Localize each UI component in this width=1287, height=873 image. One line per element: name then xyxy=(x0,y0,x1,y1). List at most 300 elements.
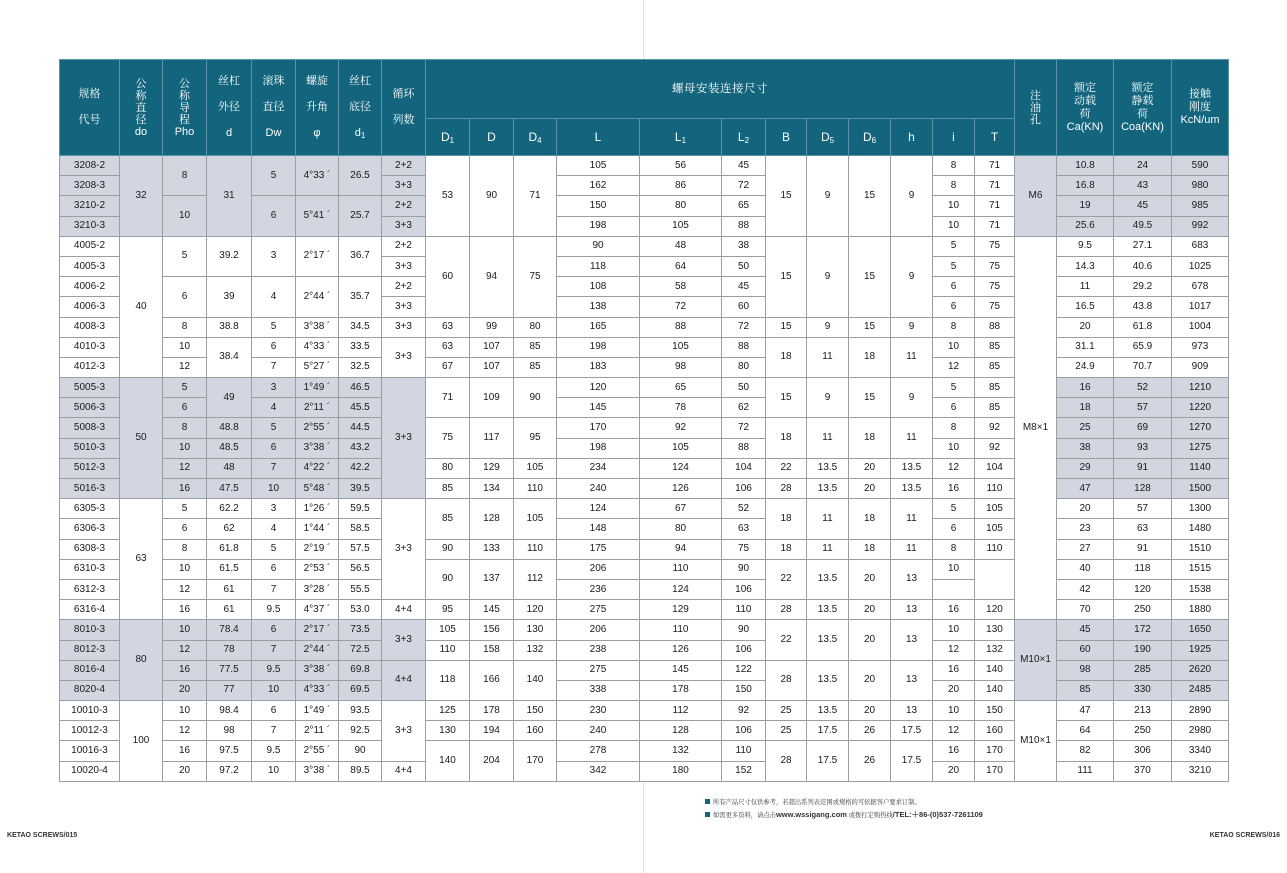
header-nut-col: D xyxy=(470,119,514,156)
cell-h: 17.5 xyxy=(891,721,933,741)
cell-d1: 90 xyxy=(426,559,470,599)
cell-dyn-load: 60 xyxy=(1057,640,1114,660)
cell-h: 13 xyxy=(891,620,933,660)
cell-l: 108 xyxy=(557,277,640,297)
cell-d: 109 xyxy=(470,378,514,418)
cell-d1: 118 xyxy=(426,660,470,700)
cell-l2: 110 xyxy=(722,741,766,761)
cell-d6: 20 xyxy=(849,458,891,478)
cell-i: 16 xyxy=(933,479,975,499)
cell-d4: 90 xyxy=(514,378,557,418)
cell-spec-code: 8020-4 xyxy=(60,680,120,700)
folio-left: KETAO SCREWS/015 xyxy=(7,832,78,839)
cell-lead: 6 xyxy=(163,519,207,539)
cell-d5: 11 xyxy=(807,539,849,559)
cell-static-load: 330 xyxy=(1114,680,1172,700)
cell-static-load: 45 xyxy=(1114,196,1172,216)
cell-i: 6 xyxy=(933,519,975,539)
cell-d4: 110 xyxy=(514,479,557,499)
cell-helix-angle: 3°38 ´ xyxy=(296,438,339,458)
cell-helix-angle: 2°17 ´ xyxy=(296,620,339,640)
cell-dyn-load: 16.5 xyxy=(1057,297,1114,317)
cell-l: 206 xyxy=(557,559,640,579)
cell-d5: 17.5 xyxy=(807,741,849,781)
cell-screw-od: 39.2 xyxy=(207,236,252,276)
cell-circuits: 4+4 xyxy=(382,660,426,700)
cell-root-dia: 55.5 xyxy=(339,579,382,599)
cell-d: 145 xyxy=(470,600,514,620)
cell-root-dia: 32.5 xyxy=(339,357,382,377)
cell-stiffness: 973 xyxy=(1172,337,1229,357)
cell-root-dia: 57.5 xyxy=(339,539,382,559)
cell-lead: 8 xyxy=(163,156,207,196)
cell-l2: 88 xyxy=(722,216,766,236)
cell-l2: 75 xyxy=(722,539,766,559)
cell-stiffness: 678 xyxy=(1172,277,1229,297)
cell-helix-angle: 1°49 ´ xyxy=(296,701,339,721)
cell-i: 8 xyxy=(933,317,975,337)
cell-h: 13 xyxy=(891,600,933,620)
cell-l1: 180 xyxy=(640,761,722,781)
cell-i xyxy=(933,579,975,599)
cell-l2: 45 xyxy=(722,277,766,297)
cell-d4: 105 xyxy=(514,458,557,478)
cell-stiffness: 1515 xyxy=(1172,559,1229,579)
cell-d6: 26 xyxy=(849,721,891,741)
cell-l1: 48 xyxy=(640,236,722,256)
cell-ball-dia: 9.5 xyxy=(252,660,296,680)
cell-b: 25 xyxy=(766,721,807,741)
cell-l1: 94 xyxy=(640,539,722,559)
cell-screw-od: 98 xyxy=(207,721,252,741)
cell-l1: 110 xyxy=(640,559,722,579)
cell-lead: 5 xyxy=(163,378,207,398)
cell-dyn-load: 10.8 xyxy=(1057,156,1114,176)
cell-d: 194 xyxy=(470,721,514,741)
cell-d: 94 xyxy=(470,236,514,317)
cell-spec-code: 6305-3 xyxy=(60,499,120,519)
cell-l1: 126 xyxy=(640,640,722,660)
cell-l: 238 xyxy=(557,640,640,660)
cell-t: 75 xyxy=(975,236,1015,256)
cell-ball-dia: 9.5 xyxy=(252,600,296,620)
cell-stiffness: 1270 xyxy=(1172,418,1229,438)
cell-helix-angle: 3°38 ´ xyxy=(296,761,339,781)
cell-i: 5 xyxy=(933,378,975,398)
cell-d: 99 xyxy=(470,317,514,337)
cell-t: 105 xyxy=(975,519,1015,539)
cell-d: 129 xyxy=(470,458,514,478)
cell-d: 178 xyxy=(470,701,514,721)
cell-dyn-load: 25.6 xyxy=(1057,216,1114,236)
cell-l: 183 xyxy=(557,357,640,377)
cell-d6: 15 xyxy=(849,317,891,337)
cell-screw-od: 38.4 xyxy=(207,337,252,377)
cell-ball-dia: 10 xyxy=(252,680,296,700)
cell-root-dia: 33.5 xyxy=(339,337,382,357)
cell-lead: 10 xyxy=(163,559,207,579)
cell-l2: 88 xyxy=(722,337,766,357)
cell-l: 240 xyxy=(557,479,640,499)
cell-lead: 6 xyxy=(163,277,207,317)
cell-spec-code: 4005-3 xyxy=(60,256,120,276)
header-nut-col: $D_4$ xyxy=(514,119,557,156)
cell-helix-angle: 1°26 ´ xyxy=(296,499,339,519)
header-nut-dimensions: 螺母安装连接尺寸 xyxy=(426,60,1015,119)
cell-helix-angle: 2°19 ´ xyxy=(296,539,339,559)
cell-lead: 20 xyxy=(163,761,207,781)
table-row xyxy=(60,236,1229,256)
cell-ball-dia: 3 xyxy=(252,499,296,519)
cell-ball-dia: 7 xyxy=(252,721,296,741)
cell-static-load: 29.2 xyxy=(1114,277,1172,297)
cell-helix-angle: 1°49 ´ xyxy=(296,378,339,398)
cell-spec-code: 5010-3 xyxy=(60,438,120,458)
footnote-size-reference: 所有产品尺寸仅供参考，若超出系列表范围或规格的可依据客户要求订制。 xyxy=(705,797,921,806)
cell-l1: 132 xyxy=(640,741,722,761)
cell-static-load: 370 xyxy=(1114,761,1172,781)
cell-circuits: 4+4 xyxy=(382,761,426,781)
cell-spec-code: 10012-3 xyxy=(60,721,120,741)
cell-dyn-load: 40 xyxy=(1057,559,1114,579)
cell-d4: 85 xyxy=(514,357,557,377)
cell-d1: 63 xyxy=(426,337,470,357)
cell-screw-od: 38.8 xyxy=(207,317,252,337)
cell-spec-code: 3210-2 xyxy=(60,196,120,216)
cell-t: 92 xyxy=(975,438,1015,458)
cell-static-load: 285 xyxy=(1114,660,1172,680)
cell-dyn-load: 47 xyxy=(1057,701,1114,721)
cell-screw-od: 39 xyxy=(207,277,252,317)
cell-dyn-load: 25 xyxy=(1057,418,1114,438)
cell-i: 10 xyxy=(933,620,975,640)
cell-nominal-diameter: 100 xyxy=(120,701,163,782)
table-row xyxy=(60,156,1229,176)
cell-l2: 104 xyxy=(722,458,766,478)
cell-t: 71 xyxy=(975,216,1015,236)
cell-i: 10 xyxy=(933,216,975,236)
cell-t: 85 xyxy=(975,357,1015,377)
header-static-load: 额定 静载 荷 Coa(KN) xyxy=(1114,60,1172,156)
cell-d: 156 xyxy=(470,620,514,640)
cell-l1: 80 xyxy=(640,519,722,539)
cell-l2: 50 xyxy=(722,256,766,276)
cell-d4: 75 xyxy=(514,236,557,317)
cell-ball-dia: 9.5 xyxy=(252,741,296,761)
cell-spec-code: 5012-3 xyxy=(60,458,120,478)
cell-stiffness: 1880 xyxy=(1172,600,1229,620)
cell-spec-code: 6306-3 xyxy=(60,519,120,539)
cell-b: 28 xyxy=(766,600,807,620)
cell-l: 148 xyxy=(557,519,640,539)
cell-spec-code: 6312-3 xyxy=(60,579,120,599)
cell-b: 15 xyxy=(766,378,807,418)
table-row xyxy=(60,620,1229,640)
cell-l2: 72 xyxy=(722,176,766,196)
cell-d5: 13.5 xyxy=(807,559,849,599)
cell-d5: 9 xyxy=(807,156,849,237)
cell-d4: 105 xyxy=(514,499,557,539)
cell-lead: 20 xyxy=(163,680,207,700)
cell-l1: 88 xyxy=(640,317,722,337)
cell-i: 20 xyxy=(933,680,975,700)
cell-lead: 10 xyxy=(163,620,207,640)
cell-dyn-load: 31.1 xyxy=(1057,337,1114,357)
cell-l1: 98 xyxy=(640,357,722,377)
cell-l1: 129 xyxy=(640,600,722,620)
cell-l1: 128 xyxy=(640,721,722,741)
cell-static-load: 43 xyxy=(1114,176,1172,196)
cell-i: 5 xyxy=(933,499,975,519)
cell-circuits: 2+2 xyxy=(382,277,426,297)
cell-stiffness: 1275 xyxy=(1172,438,1229,458)
cell-d1: 80 xyxy=(426,458,470,478)
cell-t: 88 xyxy=(975,317,1015,337)
ball-screw-spec-table xyxy=(59,59,1229,782)
cell-l2: 65 xyxy=(722,196,766,216)
cell-screw-od: 77.5 xyxy=(207,660,252,680)
cell-d: 107 xyxy=(470,357,514,377)
cell-i: 6 xyxy=(933,277,975,297)
cell-ball-dia: 6 xyxy=(252,620,296,640)
cell-helix-angle: 2°11 ´ xyxy=(296,398,339,418)
cell-screw-od: 31 xyxy=(207,156,252,237)
cell-d5: 13.5 xyxy=(807,458,849,478)
cell-ball-dia: 7 xyxy=(252,458,296,478)
cell-root-dia: 89.5 xyxy=(339,761,382,781)
cell-i: 10 xyxy=(933,337,975,357)
cell-stiffness: 992 xyxy=(1172,216,1229,236)
cell-d6: 18 xyxy=(849,337,891,377)
cell-lead: 8 xyxy=(163,539,207,559)
cell-d4: 160 xyxy=(514,721,557,741)
cell-t: 130 xyxy=(975,620,1015,640)
cell-t: 92 xyxy=(975,418,1015,438)
cell-l: 198 xyxy=(557,337,640,357)
cell-l1: 58 xyxy=(640,277,722,297)
cell-t: 105 xyxy=(975,499,1015,519)
cell-l1: 112 xyxy=(640,701,722,721)
cell-screw-od: 61 xyxy=(207,600,252,620)
cell-d1: 105 xyxy=(426,620,470,640)
cell-static-load: 70.7 xyxy=(1114,357,1172,377)
cell-dyn-load: 42 xyxy=(1057,579,1114,599)
cell-l2: 90 xyxy=(722,620,766,640)
cell-d6: 18 xyxy=(849,539,891,559)
cell-dyn-load: 111 xyxy=(1057,761,1114,781)
cell-root-dia: 43.2 xyxy=(339,438,382,458)
cell-t: 75 xyxy=(975,297,1015,317)
cell-l2: 80 xyxy=(722,357,766,377)
cell-l1: 105 xyxy=(640,438,722,458)
cell-b: 28 xyxy=(766,479,807,499)
cell-circuits: 3+3 xyxy=(382,337,426,377)
cell-l2: 150 xyxy=(722,680,766,700)
cell-static-load: 306 xyxy=(1114,741,1172,761)
cell-l1: 80 xyxy=(640,196,722,216)
cell-lead: 16 xyxy=(163,660,207,680)
cell-circuits: 3+3 xyxy=(382,317,426,337)
cell-l2: 60 xyxy=(722,297,766,317)
cell-helix-angle: 2°11 ´ xyxy=(296,721,339,741)
cell-b: 18 xyxy=(766,499,807,539)
cell-static-load: 93 xyxy=(1114,438,1172,458)
cell-i: 10 xyxy=(933,438,975,458)
cell-stiffness: 1017 xyxy=(1172,297,1229,317)
cell-circuits: 3+3 xyxy=(382,620,426,660)
cell-t: 110 xyxy=(975,539,1015,559)
cell-l: 234 xyxy=(557,458,640,478)
header-nut-col: B xyxy=(766,119,807,156)
cell-b: 15 xyxy=(766,156,807,237)
header-nut-col: $D_1$ xyxy=(426,119,470,156)
cell-helix-angle: 5°27 ´ xyxy=(296,357,339,377)
cell-helix-angle: 4°33 ´ xyxy=(296,156,339,196)
cell-screw-od: 61.8 xyxy=(207,539,252,559)
cell-l2: 63 xyxy=(722,519,766,539)
cell-lead: 10 xyxy=(163,701,207,721)
cell-static-load: 69 xyxy=(1114,418,1172,438)
cell-root-dia: 58.5 xyxy=(339,519,382,539)
cell-dyn-load: 11 xyxy=(1057,277,1114,297)
cell-l: 198 xyxy=(557,438,640,458)
footnote-contact: 如需更多资料，请点击www.wssigang.com 或拨打定购热线/TEL:＋86-(0)537-7261109 xyxy=(705,809,983,820)
cell-ball-dia: 6 xyxy=(252,438,296,458)
cell-circuits: 3+3 xyxy=(382,701,426,762)
cell-helix-angle: 3°28 ´ xyxy=(296,579,339,599)
cell-d4: 140 xyxy=(514,660,557,700)
cell-ball-dia: 7 xyxy=(252,640,296,660)
cell-oil-hole: M8×1 xyxy=(1015,236,1057,620)
website-link[interactable]: www.wssigang.com xyxy=(775,810,847,819)
cell-d5: 9 xyxy=(807,317,849,337)
cell-stiffness: 980 xyxy=(1172,176,1229,196)
cell-spec-code: 4006-3 xyxy=(60,297,120,317)
cell-d1: 130 xyxy=(426,721,470,741)
cell-ball-dia: 4 xyxy=(252,519,296,539)
cell-stiffness: 1480 xyxy=(1172,519,1229,539)
cell-h: 11 xyxy=(891,337,933,377)
cell-b: 28 xyxy=(766,741,807,781)
cell-root-dia: 69.8 xyxy=(339,660,382,680)
cell-d6: 20 xyxy=(849,600,891,620)
cell-b: 15 xyxy=(766,317,807,337)
cell-t: 75 xyxy=(975,277,1015,297)
cell-b: 25 xyxy=(766,701,807,721)
cell-l: 240 xyxy=(557,721,640,741)
cell-t: 170 xyxy=(975,761,1015,781)
cell-l1: 110 xyxy=(640,620,722,640)
cell-nominal-diameter: 32 xyxy=(120,156,163,237)
cell-helix-angle: 4°33 ´ xyxy=(296,337,339,357)
cell-screw-od: 47.5 xyxy=(207,479,252,499)
cell-i: 5 xyxy=(933,236,975,256)
cell-lead: 16 xyxy=(163,479,207,499)
header-oil-hole: 注 油 孔 xyxy=(1015,60,1057,156)
cell-screw-od: 62.2 xyxy=(207,499,252,519)
cell-d1: 125 xyxy=(426,701,470,721)
cell-l: 90 xyxy=(557,236,640,256)
cell-d4: 112 xyxy=(514,559,557,599)
header-dynamic-load: 额定 动载 荷 Ca(KN) xyxy=(1057,60,1114,156)
cell-helix-angle: 2°44 ´ xyxy=(296,640,339,660)
cell-lead: 10 xyxy=(163,337,207,357)
cell-h: 13.5 xyxy=(891,458,933,478)
cell-l1: 105 xyxy=(640,216,722,236)
cell-dyn-load: 85 xyxy=(1057,680,1114,700)
cell-helix-angle: 5°41 ´ xyxy=(296,196,339,236)
cell-lead: 8 xyxy=(163,418,207,438)
cell-helix-angle: 4°33 ´ xyxy=(296,680,339,700)
cell-h: 13 xyxy=(891,660,933,700)
cell-t: 71 xyxy=(975,196,1015,216)
cell-stiffness: 909 xyxy=(1172,357,1229,377)
cell-l1: 86 xyxy=(640,176,722,196)
cell-d4: 132 xyxy=(514,640,557,660)
cell-d6: 20 xyxy=(849,479,891,499)
cell-d5: 13.5 xyxy=(807,620,849,660)
cell-h: 13.5 xyxy=(891,479,933,499)
cell-h: 11 xyxy=(891,539,933,559)
cell-h: 9 xyxy=(891,156,933,237)
cell-d4: 130 xyxy=(514,620,557,640)
cell-spec-code: 4005-2 xyxy=(60,236,120,256)
cell-l2: 38 xyxy=(722,236,766,256)
cell-root-dia: 42.2 xyxy=(339,458,382,478)
cell-b: 18 xyxy=(766,337,807,377)
cell-root-dia: 59.5 xyxy=(339,499,382,519)
cell-ball-dia: 6 xyxy=(252,701,296,721)
header-ball-diameter: 滚珠 直径 Dw xyxy=(252,60,296,156)
cell-lead: 5 xyxy=(163,499,207,519)
cell-l: 230 xyxy=(557,701,640,721)
cell-l1: 145 xyxy=(640,660,722,680)
cell-lead: 10 xyxy=(163,438,207,458)
cell-nominal-diameter: 50 xyxy=(120,378,163,499)
cell-circuits: 3+3 xyxy=(382,176,426,196)
cell-i: 12 xyxy=(933,357,975,377)
cell-h: 13 xyxy=(891,559,933,599)
cell-d4: 150 xyxy=(514,701,557,721)
cell-helix-angle: 4°22 ´ xyxy=(296,458,339,478)
cell-dyn-load: 47 xyxy=(1057,479,1114,499)
cell-static-load: 91 xyxy=(1114,458,1172,478)
cell-spec-code: 4006-2 xyxy=(60,277,120,297)
cell-d6: 20 xyxy=(849,559,891,599)
cell-d5: 11 xyxy=(807,499,849,539)
cell-i: 8 xyxy=(933,418,975,438)
cell-lead: 16 xyxy=(163,600,207,620)
cell-dyn-load: 45 xyxy=(1057,620,1114,640)
cell-i: 16 xyxy=(933,660,975,680)
cell-b: 22 xyxy=(766,620,807,660)
cell-d6: 20 xyxy=(849,660,891,700)
cell-d5: 13.5 xyxy=(807,701,849,721)
cell-d6: 15 xyxy=(849,378,891,418)
cell-screw-od: 61 xyxy=(207,579,252,599)
cell-l: 206 xyxy=(557,620,640,640)
cell-helix-angle: 3°38 ´ xyxy=(296,317,339,337)
cell-static-load: 24 xyxy=(1114,156,1172,176)
header-nut-col: $D_5$ xyxy=(807,119,849,156)
cell-stiffness: 1925 xyxy=(1172,640,1229,660)
cell-h: 9 xyxy=(891,236,933,317)
cell-i: 6 xyxy=(933,398,975,418)
cell-b: 18 xyxy=(766,418,807,458)
cell-l: 275 xyxy=(557,600,640,620)
order-hotline: /TEL:＋86-(0)537-7261109 xyxy=(892,810,983,819)
cell-nominal-diameter: 80 xyxy=(120,620,163,701)
